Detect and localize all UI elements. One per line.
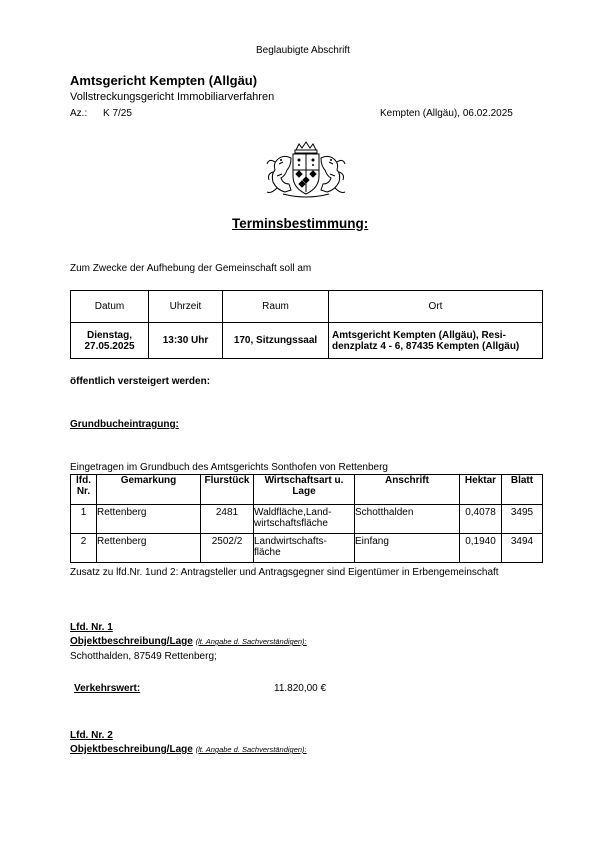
row-art-line2: wirtschaftsfläche (254, 518, 328, 529)
row-blatt: 3494 (502, 534, 543, 563)
certified-copy-label: Beglaubigte Abschrift (256, 45, 350, 56)
header-wirtschaftsart-line2: Lage (292, 486, 316, 497)
table-row (71, 505, 543, 534)
header-gemarkung: Gemarkung (97, 475, 201, 505)
item1-description-heading (70, 636, 307, 647)
header-flurstueck: Flurstück (201, 475, 254, 505)
row-blatt: 3495 (502, 505, 543, 534)
item1-address: Schotthalden, 87549 Rettenberg; (70, 651, 217, 662)
intro-text: Zum Zwecke der Aufhebung der Gemeinschaft soll am (70, 263, 312, 274)
appointment-place (329, 323, 543, 359)
item2-description-heading (70, 744, 307, 755)
row-lfd: 2 (71, 534, 97, 563)
court-division: Vollstreckungsgericht Immobiliarverfahren (70, 91, 275, 103)
row-anschrift: Einfang (355, 534, 460, 563)
row-lfd: 1 (71, 505, 97, 534)
header-anschrift: Anschrift (355, 475, 460, 505)
place-date: Kempten (Allgäu), 06.02.2025 (380, 108, 513, 119)
row-wirtschaftsart (254, 534, 355, 563)
item2-desc-source: (lt. Angabe d. Sachverständigen): (195, 745, 307, 754)
appointment-time: 13:30 Uhr (149, 323, 223, 359)
appointment-date (71, 323, 149, 359)
header-raum: Raum (223, 291, 329, 323)
auction-text: öffentlich versteigert werden: (70, 376, 211, 387)
appointment-room: 170, Sitzungssaal (223, 323, 329, 359)
header-blatt: Blatt (502, 475, 543, 505)
header-lfd-line1: lfd. (76, 475, 91, 486)
row-flurstueck: 2502/2 (201, 534, 254, 563)
header-datum: Datum (71, 291, 149, 323)
header-ort: Ort (329, 291, 543, 323)
ownership-note: Zusatz zu lfd.Nr. 1und 2: Antragsteller und Antragsgegner sind Eigentümer in Erbengemeinschaft (70, 567, 499, 578)
land-table-header (71, 475, 543, 505)
row-art-line1: Waldfläche,Land- (254, 507, 332, 518)
coat-of-arms-icon (263, 140, 349, 200)
table-row (71, 534, 543, 563)
item1-value-label: Verkehrswert: (74, 683, 141, 694)
header-lfd-line2: Nr. (76, 486, 91, 497)
court-name: Amtsgericht Kempten (Allgäu) (70, 73, 258, 88)
row-art-line2: fläche (254, 547, 281, 558)
header-uhrzeit: Uhrzeit (149, 291, 223, 323)
appointment-date-line1: Dienstag, (86, 329, 132, 341)
row-wirtschaftsart (254, 505, 355, 534)
land-register-table (70, 474, 543, 563)
row-flurstueck: 2481 (201, 505, 254, 534)
item1-desc-label: Objektbeschreibung/Lage (70, 636, 193, 647)
header-wirtschaftsart-line1: Wirtschaftsart u. (264, 475, 344, 486)
page-title: Terminsbestimmung: (232, 216, 369, 231)
appointment-table-row (71, 323, 543, 359)
header-wirtschaftsart (254, 475, 355, 505)
land-register-heading: Grundbucheintragung: (70, 419, 179, 430)
land-register-intro: Eingetragen im Grundbuch des Amtsgerichts Sonthofen von Rettenberg (70, 462, 388, 473)
item2-heading: Lfd. Nr. 2 (70, 730, 113, 741)
file-number-label: Az.: (70, 108, 88, 119)
file-number: K 7/25 (103, 108, 132, 119)
item1-desc-source: (lt. Angabe d. Sachverständigen): (195, 637, 307, 646)
appointment-table-header (71, 291, 543, 323)
header-lfd (71, 475, 97, 505)
row-hektar: 0,4078 (460, 505, 502, 534)
row-anschrift: Schotthalden (355, 505, 460, 534)
item1-value: 11.820,00 € (274, 683, 327, 694)
row-gemarkung: Rettenberg (97, 505, 201, 534)
row-art-line1: Landwirtschafts- (254, 536, 327, 547)
header-hektar: Hektar (460, 475, 502, 505)
appointment-table (70, 290, 543, 359)
item1-heading: Lfd. Nr. 1 (70, 622, 113, 633)
row-gemarkung: Rettenberg (97, 534, 201, 563)
row-hektar: 0,1940 (460, 534, 502, 563)
appointment-date-line2: 27.05.2025 (84, 340, 135, 352)
appointment-place-line2: denzplatz 4 - 6, 87435 Kempten (Allgäu) (332, 340, 520, 352)
appointment-place-line1: Amtsgericht Kempten (Allgäu), Resi- (332, 329, 506, 341)
item2-desc-label: Objektbeschreibung/Lage (70, 744, 193, 755)
